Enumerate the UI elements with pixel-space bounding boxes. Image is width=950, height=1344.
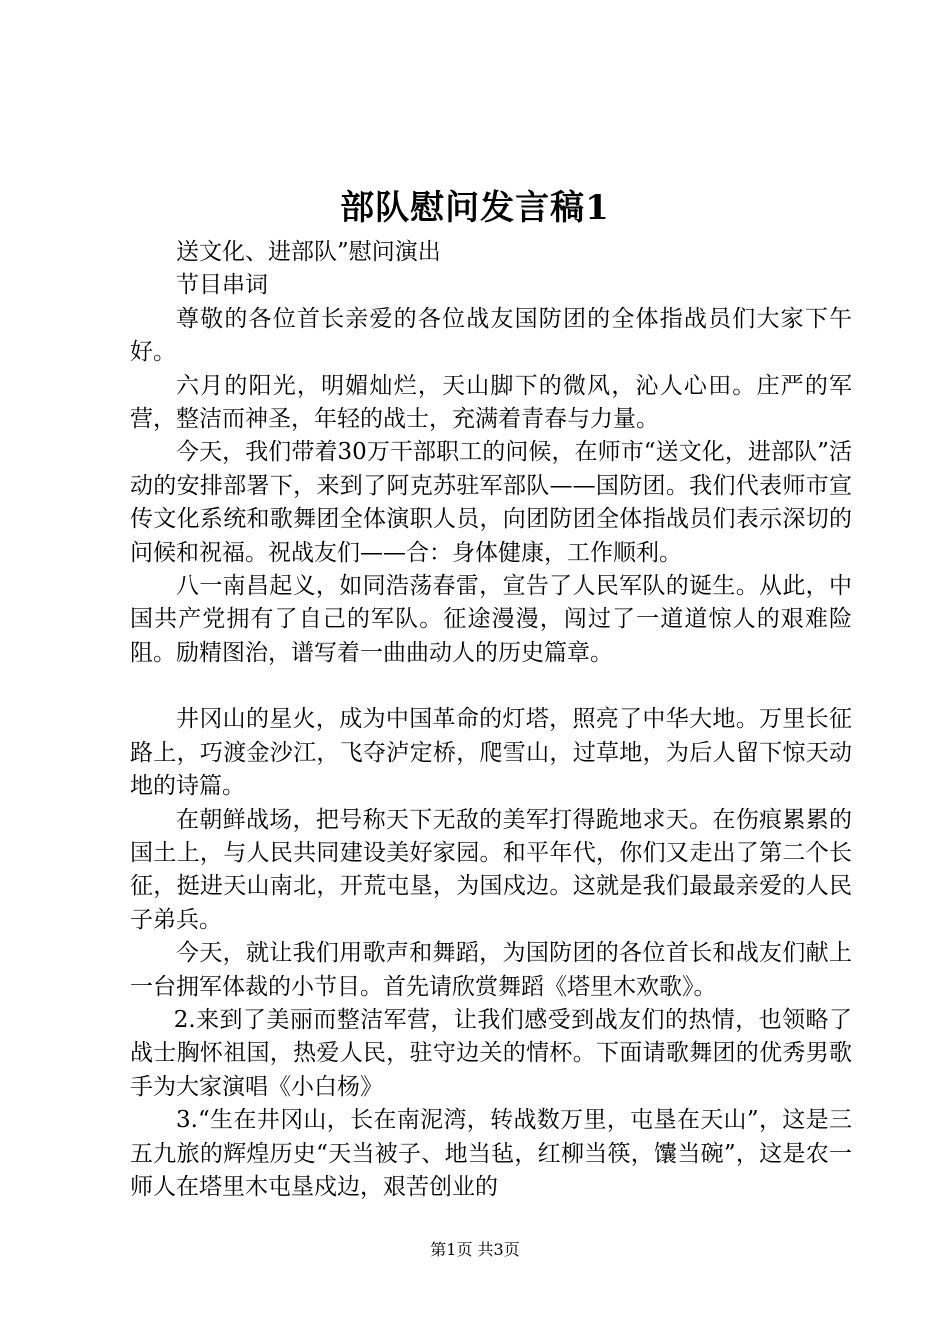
paragraph-june-sunshine: 六月的阳光，明媚灿烂，天山脚下的微风，沁人心田。庄严的军营，整洁而神圣，年轻的战士，充满着青春与力量。: [130, 372, 852, 433]
paragraph-program-subheading: 节目串词: [176, 272, 268, 299]
paragraph-nanchang-uprising: 八一南昌起义，如同浩荡春雷，宣告了人民军队的诞生。从此，中国共产党拥有了自己的军队。征途漫漫，闯过了一道道惊人的艰难险阻。励精图治，谱写着一曲曲动人的历史篇章。: [130, 573, 852, 666]
paragraph-item-2: 2.来到了美丽而整洁军营，让我们感受到战友们的热情，也领略了战士胸怀祖国，热爱人民，驻守边关的情杯。下面请歌舞团的优秀男歌手为大家演唱《小白杨》: [130, 1006, 852, 1100]
paragraph-today-visit: 今天，我们带着30万干部职工的问候，在师市“送文化，进部队”活动的安排部署下，来到了阿克苏驻军部队——国防团。我们代表师市宣传文化系统和歌舞团全体演职人员，向团防团全体指战员们表示深切的问候和祝福。祝战友们——合：身体健康，工作顺利。: [130, 439, 852, 566]
paragraph-item-3: 3.“生在井冈山，长在南泥湾，转战数万里，屯垦在天山”，这是三五九旅的辉煌历史“天当被子、地当毡，红柳当筷，馕当碗”，这是农一师人在塔里木屯垦戍边，艰苦创业的: [130, 1107, 852, 1200]
paragraph-jinggangshan: 井冈山的星火，成为中国革命的灯塔，照亮了中华大地。万里长征路上，巧渡金沙江，飞夺泸定桥，爬雪山，过草地，为后人留下惊天动地的诗篇。: [130, 706, 852, 800]
paragraph-greeting: 尊敬的各位首长亲爱的各位战友国防团的全体指战员们大家下午好。: [130, 305, 852, 366]
document-body: [130, 236, 852, 1204]
page-number-footer: 第1页 共3页: [430, 1240, 520, 1259]
document-title: 部队慰问发言稿1: [340, 188, 610, 228]
paragraph-first-program: 今天，就让我们用歌声和舞蹈，为国防团的各位首长和战友们献上一台拥军体裁的小节目。首先请欣赏舞蹈《塔里木欢歌》。: [130, 940, 852, 1000]
paragraph-korea-battlefield: 在朝鲜战场，把号称天下无敌的美军打得跪地求天。在伤痕累累的国土上，与人民共同建设美好家园。和平年代，你们又走出了第二个长征，挺进天山南北，开荒屯垦，为国戍边。这就是我们最最亲爱的人民子弟兵。: [130, 806, 852, 933]
paragraph-program-heading: 送文化、进部队”慰问演出: [176, 239, 441, 265]
